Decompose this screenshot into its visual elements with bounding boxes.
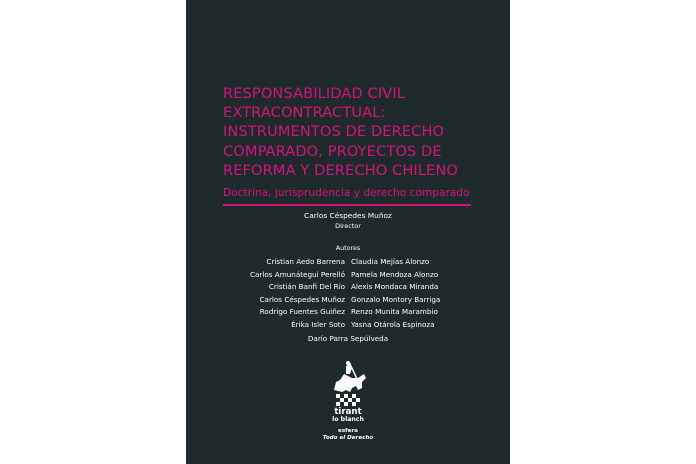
author-name: Pamela Mendoza Alonzo <box>351 269 439 279</box>
authors-label: Autores <box>335 244 361 252</box>
book-title <box>223 84 478 180</box>
title-line: EXTRACONTRACTUAL: <box>223 104 386 122</box>
author-name: Yasna Otárola Espinoza <box>351 319 435 329</box>
title-line: INSTRUMENTOS DE DERECHO <box>223 123 445 141</box>
title-line: RESPONSABILIDAD CIVIL <box>223 85 405 102</box>
authors-right-column <box>351 256 510 331</box>
director-role: Director <box>335 222 361 230</box>
author-name: Érika Isler Soto <box>291 319 345 329</box>
director-name: Carlos Céspedes Muñoz <box>304 211 392 220</box>
author-name: Carlos Amunátegui Perelló <box>250 269 345 279</box>
title-line: COMPARADO, PROYECTOS DE <box>223 142 442 160</box>
authors-left-column <box>186 256 345 331</box>
title-divider <box>223 204 471 206</box>
title-line: REFORMA Y DERECHO CHILENO <box>223 161 458 179</box>
publisher-name: tirant <box>334 407 362 417</box>
author-name: Darío Parra Sepúlveda <box>307 334 389 343</box>
book-cover <box>186 0 510 464</box>
author-name: Rodrigo Fuentes Guiñez <box>259 307 345 316</box>
author-name: Carlos Céspedes Muñoz <box>259 294 345 304</box>
publisher-subname: lo blanch <box>332 416 364 423</box>
author-name: Cristian Aedo Barrena <box>266 257 345 266</box>
author-name: Renzo Munita Marambio <box>351 307 438 316</box>
author-name: Claudia Mejías Alonzo <box>351 257 430 266</box>
author-name: Gonzalo Montory Barriga <box>351 294 441 304</box>
author-name: Cristián Banfi Del Río <box>268 282 345 291</box>
knight-on-horse-logo-icon <box>322 360 374 406</box>
book-subtitle: Doctrina, jurisprudencia y derecho comparado <box>223 187 470 199</box>
series-tagline: Todo el Derecho <box>322 435 374 441</box>
series-name: esfera <box>338 428 358 434</box>
author-name: Alexis Mondaca Miranda <box>351 282 439 291</box>
